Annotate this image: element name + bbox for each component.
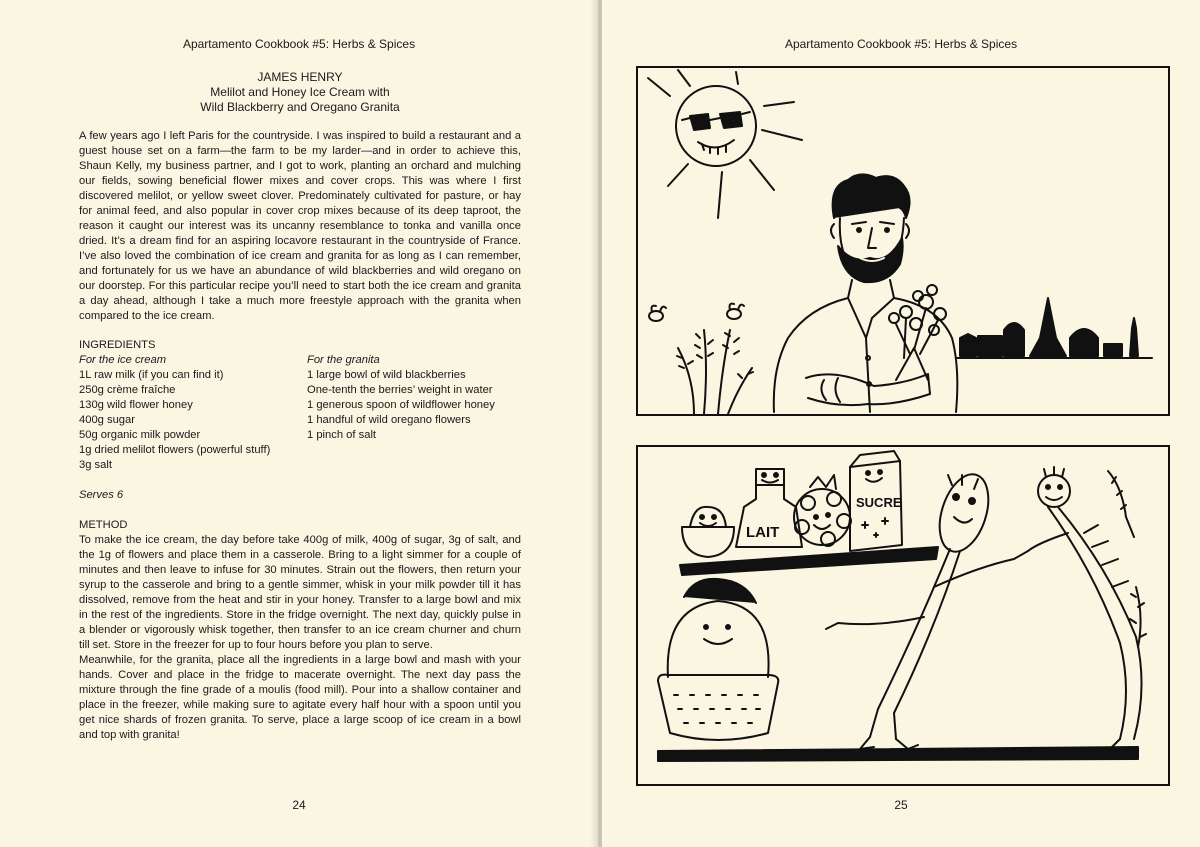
ice-cream-item: 50g organic milk powder bbox=[79, 429, 201, 441]
ice-cream-item: 1L raw milk (if you can find it) bbox=[79, 369, 224, 381]
running-head-right: Apartamento Cookbook #5: Herbs & Spices bbox=[784, 37, 1018, 51]
granita-column bbox=[307, 353, 521, 473]
granita-item: 1 pinch of salt bbox=[307, 429, 377, 441]
method-paragraph-2: Meanwhile, for the granita, place all the ingredients in a large bowl and mash with your hands. Cover and place in the fridge to macerate overnight. The next day pass the mixture through the fine grade of a moulis (food mill). Pour into a shallow container and place in the freezer, while making sure to agitate every half hour with a spoon until you get nice shards of frozen granita. To serve, place a large scoop of ice cream in a bowl and top with granita! bbox=[79, 654, 521, 741]
granita-heading: For the granita bbox=[307, 354, 380, 366]
ice-cream-item: 1g dried melilot flowers (powerful stuff) bbox=[79, 444, 271, 456]
author-name: JAMES HENRY bbox=[257, 70, 343, 84]
illustration-panel-kitchen bbox=[636, 445, 1170, 786]
oregano-sprig-icon bbox=[1130, 587, 1146, 647]
label-sucre: SUCRE bbox=[856, 495, 902, 510]
sugar-bag-icon bbox=[850, 451, 902, 551]
right-page bbox=[602, 0, 1200, 847]
granita-item: One-tenth the berries’ weight in water bbox=[307, 384, 493, 396]
bee-icon bbox=[649, 304, 744, 321]
ground-line bbox=[658, 747, 1138, 761]
illustration-panel-chef bbox=[636, 66, 1170, 416]
title-block bbox=[79, 70, 521, 115]
small-bowl-icon bbox=[682, 507, 734, 557]
ice-cream-bowl-icon bbox=[658, 579, 778, 740]
ingredients-columns bbox=[79, 353, 521, 473]
ice-cream-item: 130g wild flower honey bbox=[79, 399, 193, 411]
granita-item: 1 generous spoon of wildflower honey bbox=[307, 399, 495, 411]
ice-cream-item: 3g salt bbox=[79, 459, 112, 471]
blackberry-icon bbox=[794, 475, 851, 546]
recipe-body bbox=[79, 70, 521, 743]
ice-cream-column bbox=[79, 353, 307, 473]
paris-skyline-icon bbox=[960, 298, 1138, 356]
sun-icon bbox=[648, 70, 802, 218]
granita-item: 1 handful of wild oregano flowers bbox=[307, 414, 471, 426]
running-head-left: Apartamento Cookbook #5: Herbs & Spices bbox=[182, 37, 416, 51]
chef-illustration bbox=[638, 68, 1168, 414]
left-page bbox=[0, 0, 598, 847]
ice-cream-heading: For the ice cream bbox=[79, 354, 167, 366]
granita-item: 1 large bowl of wild blackberries bbox=[307, 369, 466, 381]
intro-paragraph: A few years ago I left Paris for the countryside. I was inspired to build a restaurant and a guest house set on a farm—the farm to be my larder—and in order to achieve this, Shaun Kelly, my business partner, and I got to work, planting an orchard and mulching our fields, sowing beneficial flower mixes and cover crops. This was where I first discovered melilot, or yellow sweet clover. Predominately cultivated for pasture, or hay for animal feed, and also popular in cover crop mixes because of its deep taproot, the reason it caught our interest was its uncanny resemblance to tonka and vanilla once dried. It’s a dream find for an aspiring locavore restaurant in the countryside of France. I’ve also loved the combination of ice cream and granita for as long as I can remember, and fortunately for us we have an abundance of wild blackberries and wild oregano on our doorstep. For this particular recipe you’ll need to start both the ice cream and granita a day ahead, although I take a much more freestyle approach with the granita when compared to the ice cream. bbox=[79, 130, 521, 322]
serves-note: Serves 6 bbox=[79, 489, 124, 501]
method-heading: METHOD bbox=[79, 519, 128, 531]
melilot-plant-icon bbox=[677, 330, 753, 414]
label-lait: LAIT bbox=[746, 524, 780, 541]
method-text bbox=[79, 533, 521, 743]
spoon-character-icon bbox=[826, 468, 1028, 749]
method-paragraph-1: To make the ice cream, the day before take 400g of milk, 400g of sugar, 3g of salt, and the 1g of flowers and place them in a casserole. Bring to a light simmer for a couple of minutes and then leave to infuse for 30 minutes. Strain out the flowers, then return your syrup to the casserole and bring to a gentle simmer, whisk in your milk powder till it has dissolved, remove from the heat and stir in your honey. Transfer to a large bowl and mix in the rest of the ingredients. Store in the fridge overnight. The next day, quickly pulse in a blender or vigorously whisk together, then transfer to an ice cream churner and churn till set. Store in the freezer for up to four hours before you plan to serve. bbox=[79, 534, 521, 651]
recipe-title-line1: Melilot and Honey Ice Cream with bbox=[210, 85, 390, 99]
milk-jug-icon bbox=[736, 469, 802, 547]
ice-cream-item: 250g crème fraîche bbox=[79, 384, 176, 396]
ingredients-heading: INGREDIENTS bbox=[79, 339, 156, 351]
ice-cream-item: 400g sugar bbox=[79, 414, 135, 426]
shelf bbox=[680, 547, 938, 575]
page-number-right: 25 bbox=[894, 798, 908, 812]
page-number-left: 24 bbox=[292, 798, 306, 812]
chef-figure bbox=[774, 174, 958, 412]
fork-character-icon bbox=[1028, 467, 1142, 749]
recipe-title-line2: Wild Blackberry and Oregano Granita bbox=[200, 100, 400, 114]
kitchen-illustration bbox=[638, 447, 1168, 784]
